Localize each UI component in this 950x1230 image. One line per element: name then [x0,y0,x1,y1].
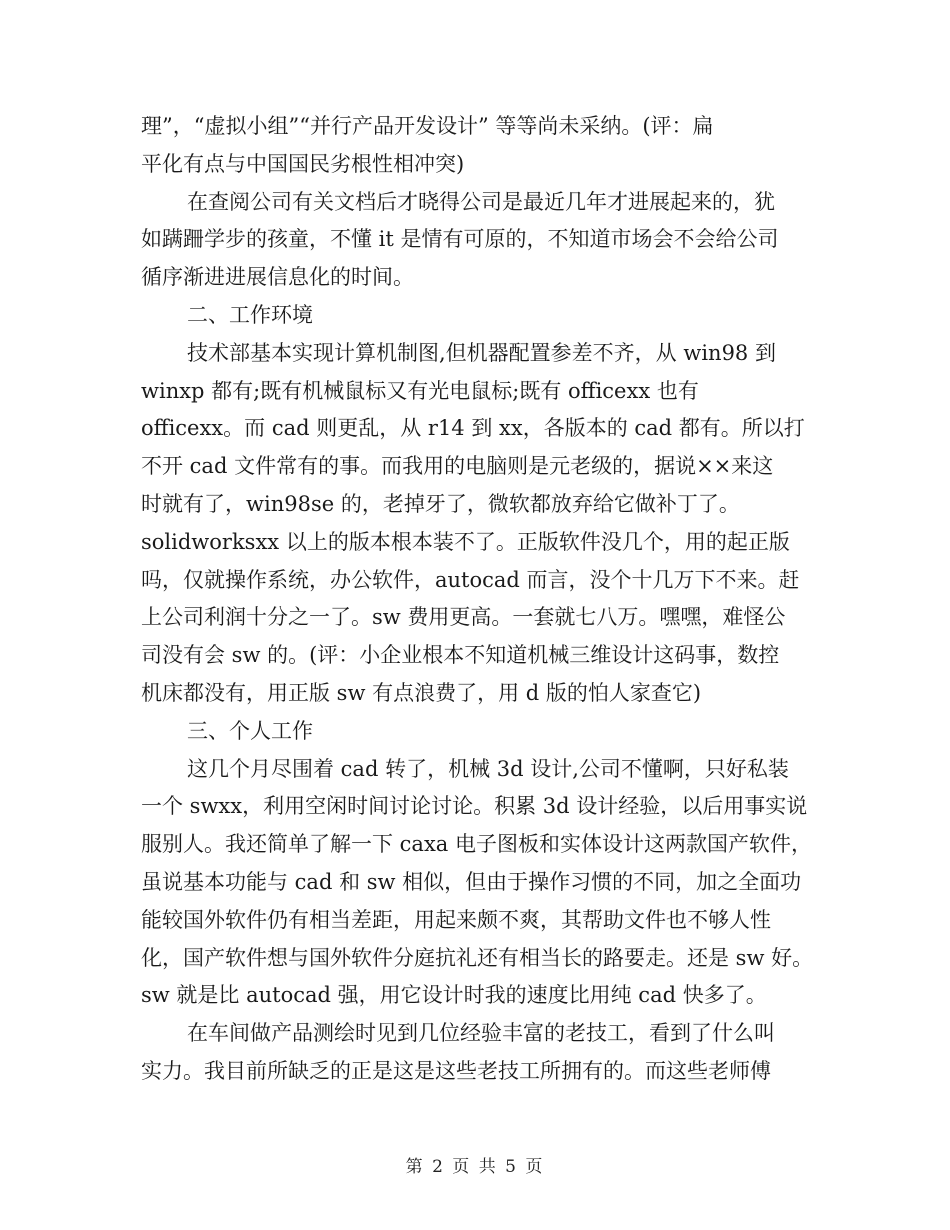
document-body [141,108,816,1091]
text-line: 服别人。我还简单了解一下 caxa 电子图板和实体设计这两款国产软件， [141,832,812,857]
text-line: 如蹒跚学步的孩童，不懂 it 是情有可原的，不知道市场会不会给公司 [141,227,779,252]
text-line: 时就有了，win98se 的，老掉牙了，微软都放弃给它做补丁了。 [141,491,740,516]
text-line: 机床都没有，用正版 sw 有点浪费了，用 d 版的怕人家查它) [141,680,702,705]
section-heading-personal-work: 三、个人工作 [187,718,313,743]
text-line: 实力。我目前所缺乏的正是这是这些老技工所拥有的。而这些老师傅 [141,1058,771,1083]
text-line: 化，国产软件想与国外软件分庭抗礼还有相当长的路要走。还是 sw 好。 [141,945,814,970]
text-line: 理”，“虚拟小组”“并行产品开发设计” 等等尚未采纳。(评：扁 [141,114,714,138]
text-line: 能较国外软件仍有相当差距，用起来颇不爽，其帮助文件也不够人性 [141,907,771,932]
text-line: 一个 swxx，利用空闲时间讨论讨论。积累 3d 设计经验，以后用事实说 [141,794,808,819]
paragraph-start-line: 在车间做产品测绘时见到几位经验丰富的老技工，看到了什么叫 [187,1021,775,1046]
paragraph-start-line: 技术部基本实现计算机制图,但机器配置参差不齐，从 win98 到 [187,340,776,365]
text-line: 循序渐进进展信息化的时间。 [141,265,414,290]
text-line: winxp 都有;既有机械鼠标又有光电鼠标;既有 officexx 也有 [141,378,699,403]
text-line: 司没有会 sw 的。(评：小企业根本不知道机械三维设计这码事，数控 [141,643,780,668]
paragraph-start-line: 这几个月尽围着 cad 转了，机械 3d 设计,公司不懂啊，只好私装 [187,756,789,781]
text-line: officexx。而 cad 则更乱，从 r14 到 xx，各版本的 cad 都有。所以打 [141,416,805,441]
text-line: 不开 cad 文件常有的事。而我用的电脑则是元老级的，据说××来这 [141,454,774,479]
text-line: 上公司利润十分之一了。sw 费用更高。一套就七八万。嘿嘿，难怪公 [141,605,786,630]
section-heading-work-environment: 二、工作环境 [187,302,313,327]
text-line: 平化有点与中国国民劣根性相冲突) [141,151,465,176]
page-number-footer: 第 2 页 共 5 页 [405,1157,545,1177]
text-line: solidworksxx 以上的版本根本装不了。正版软件没几个，用的起正版 [141,529,790,554]
text-line: 虽说基本功能与 cad 和 sw 相似，但由于操作习惯的不同，加之全面功 [141,869,802,894]
paragraph-start-line: 在查阅公司有关文档后才晓得公司是最近几年才进展起来的，犹 [187,189,775,214]
text-line: 吗，仅就操作系统，办公软件，autocad 而言，没个十几万下不来。赶 [141,567,800,592]
text-line: sw 就是比 autocad 强，用它设计时我的速度比用纯 cad 快多了。 [141,983,767,1008]
